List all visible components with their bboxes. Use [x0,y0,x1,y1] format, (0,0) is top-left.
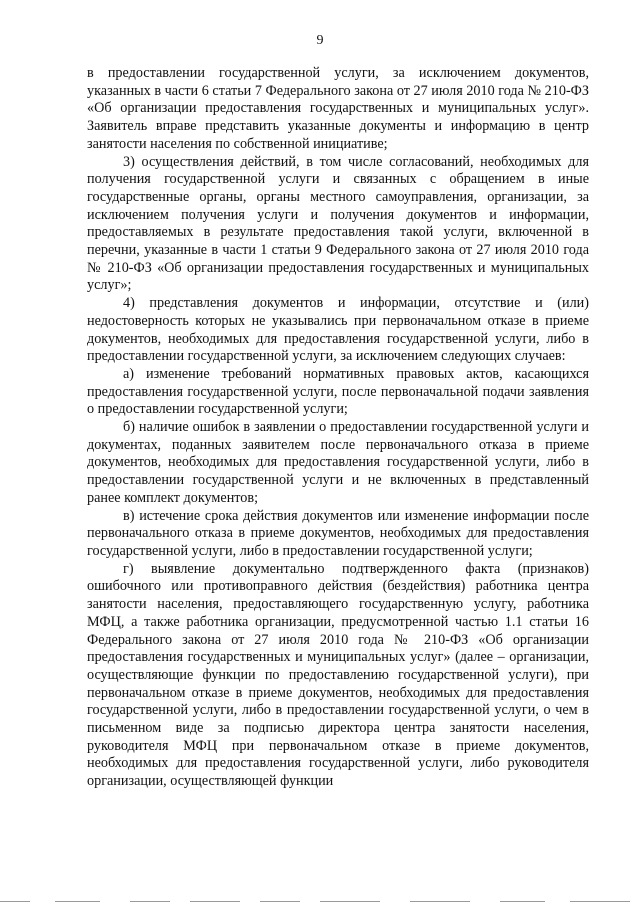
paragraph: а) изменение требований нормативных правовых актов, касающихся предоставления государственной услуги, после первоначальной подачи заявления о предоставлении государственной услуги; [87,365,589,418]
paragraph: 3) осуществления действий, в том числе согласований, необходимых для получения государственной услуги и связанных с обращением в иные государственные органы, органы местного самоуправления, организации, за исключением получения услуги и получения документов и информации, предоставляемых в результате предоставления такой услуги, включенной в перечни, указанные в части 1 статьи 9 Федерального закона от 27 июля 2010 года № 210-ФЗ «Об организации предоставления государственных и муниципальных услуг»; [87,153,589,294]
page-number: 9 [316,33,324,48]
paragraph: г) выявление документально подтвержденного факта (признаков) ошибочного или противоправного действия (бездействия) работника центра занятости населения, предоставляющего государственную услугу, работника МФЦ, а также работника организации, предусмотренной частью 1.1 статьи 16 Федерального закона от 27 июля 2010 года № 210-ФЗ «Об организации предоставления государственных и муниципальных услуг» (далее – организации, осуществляющие функции по предоставлению государственной услуги), при первоначальном отказе в приеме документов, необходимых для предоставления государственной услуги, либо в предоставлении государственной услуги, о чем в письменном виде за подписью директора центра занятости населения, руководителя МФЦ при первоначальном отказе в приеме документов, необходимых для предоставления государственной услуги, либо руководителя организации, осуществляющей функции [87,560,589,790]
paragraph: в предоставлении государственной услуги, за исключением документов, указанных в части 6 статьи 7 Федерального закона от 27 июля 2010 года № 210-ФЗ «Об организации предоставления государственных и муниципальных услуг». Заявитель вправе представить указанные документы и информацию в центр занятости населения по собственной инициативе; [87,65,589,152]
scan-mark [190,901,240,902]
scan-mark [570,901,630,902]
scan-mark [0,901,30,902]
paragraph: в) истечение срока действия документов или изменение информации после первоначального отказа в приеме документов, необходимых для предоставления государственной услуги, либо в предоставлении государственной услуги; [87,507,589,559]
scan-edge-marks [0,898,640,905]
scan-mark [55,901,100,902]
scan-mark [260,901,300,902]
document-body [87,65,589,791]
scan-mark [130,901,170,902]
paragraph: б) наличие ошибок в заявлении о предоставлении государственной услуги и документах, поданных заявителем после первоначального отказа в приеме документов, необходимых для предоставления государственной услуги, либо в предоставлении государственной услуги и не включенных в представленный ранее комплект документов; [87,419,589,506]
scan-mark [320,901,380,902]
paragraph: 4) представления документов и информации, отсутствие и (или) недостоверность которых не указывались при первоначальном отказе в приеме документов, необходимых для предоставления государственной услуги, либо в предоставлении государственной услуги, за исключением следующих случаев: [87,295,589,365]
scan-mark [500,901,545,902]
scan-mark [410,901,470,902]
